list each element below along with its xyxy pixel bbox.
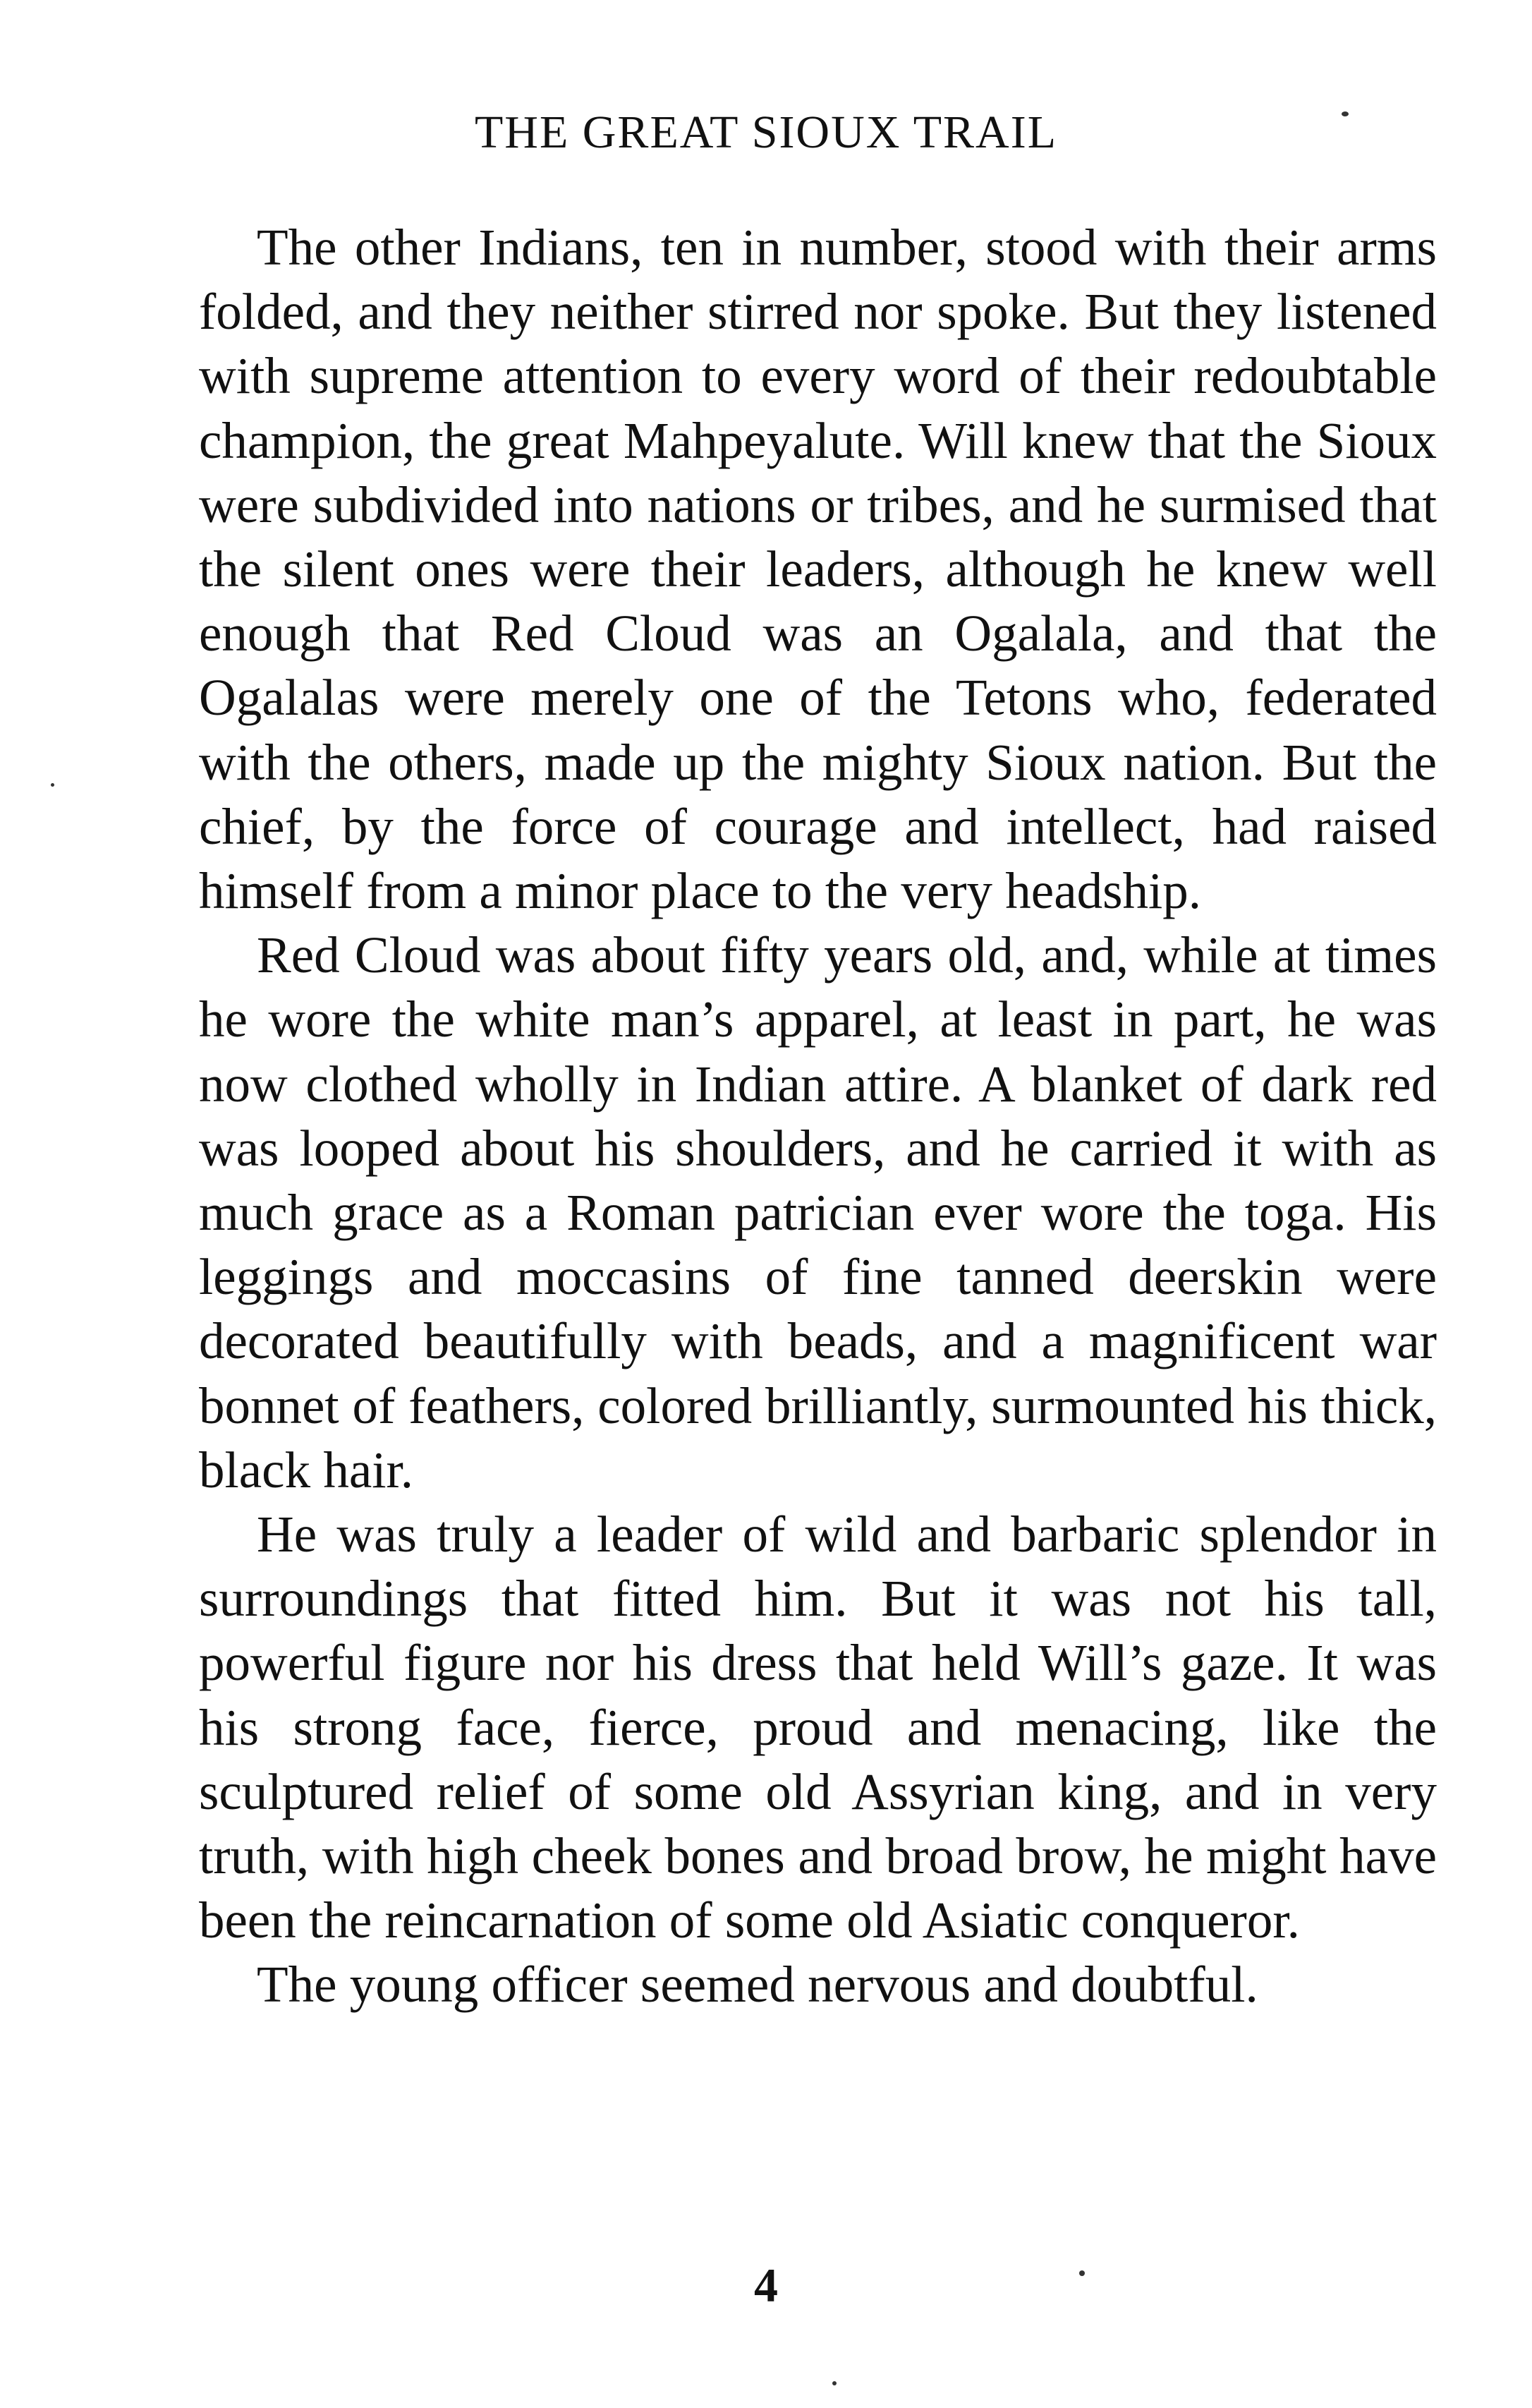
paragraph: Red Cloud was about fifty years old, and, while at times he wore the white man’s apparel, at least in part, he was now clothed wholly in Indian attire. A blanket of dark red was looped about his shoulders, and he carried it with as much grace as a Roman patrician ever wore the toga. His leggings and moccasins of fine tanned deerskin were decorated beautifully with beads, and a magnificent war bonnet of feathers, colored brilliantly, surmounted his thick, black hair. xyxy=(199,926,1437,1499)
page-number: 4 xyxy=(754,2258,778,2312)
paragraph: He was truly a leader of wild and barbaric splendor in surroundings that fitted him. But it was not his tall, powerful figure nor his dress that held Will’s gaze. It was his strong face, fierce, proud and menacing, like the sculptured relief of some old Assyrian king, and in very truth, with high cheek bones and broad brow, he might have been the reincarnation of some old Asiatic conqueror. xyxy=(199,1506,1437,1949)
print-speck xyxy=(51,783,54,787)
running-head-title: THE GREAT SIOUX TRAIL xyxy=(474,107,1058,158)
print-speck xyxy=(1342,111,1349,116)
paragraph: The other Indians, ten in number, stood with their arms folded, and they neither stirred nor spoke. But they listened with supreme attention to every word of their redoubtable champion, the great Mahpeyalute. Will knew that the Sioux were subdivided into nations or tribes, and he surmised that the silent ones were their leaders, although he knew well enough that Red Cloud was an Ogalala, and that the Ogalalas were merely one of the Tetons who, federated with the others, made up the mighty Sioux nation. But the chief, by the force of courage and intellect, had raised himself from a minor place to the very headship. xyxy=(199,219,1437,920)
body-text xyxy=(199,215,1437,2017)
print-speck xyxy=(832,2381,837,2385)
print-speck xyxy=(1079,2270,1085,2276)
paragraph: The young officer seemed nervous and doubtful. xyxy=(257,1956,1258,2014)
